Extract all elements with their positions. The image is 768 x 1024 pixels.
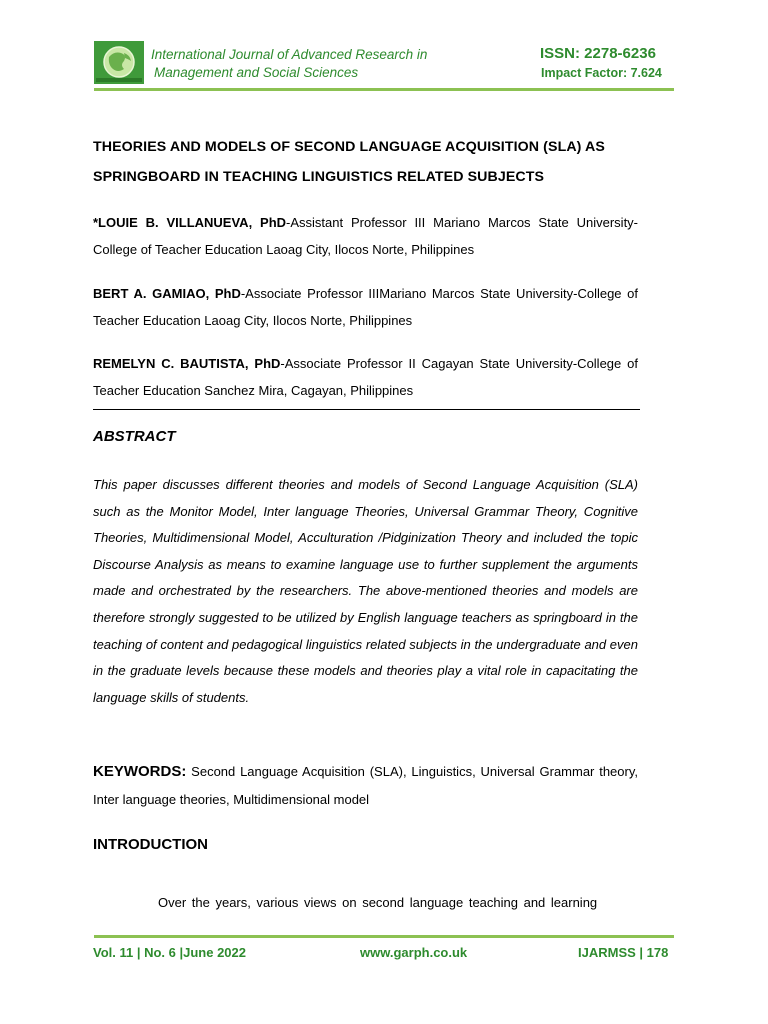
footer-divider	[94, 935, 674, 938]
impact-factor: Impact Factor: 7.624	[541, 66, 662, 80]
issn: ISSN: 2278-6236	[540, 45, 656, 62]
author-2	[93, 281, 638, 334]
abstract-heading: ABSTRACT	[93, 428, 176, 445]
footer-volume: Vol. 11 | No. 6 |June 2022	[93, 945, 246, 960]
author-3-affiliation: -Associate Professor II Cagayan State University-College of Teacher Education Sanchez Mira, Cagayan, Philippines	[93, 356, 638, 398]
abstract-text: This paper discusses different theories and models of Second Language Acquisition (SLA) such as the Monitor Model, Inter language Theories, Universal Grammar Theory, Cognitive Theories, Multidimensional Model, Acculturation /Pidginization Theory and included the topic Discourse Analysis as means to examine language use to further supplement the arguments made and orchestrated by the researchers. The above-mentioned theories and models are therefore strongly suggested to be utilized by English language teachers as springboard in the teaching of content and pedagogical linguistics related subjects in the undergraduate and even in the graduate levels because these models and theories play a vital role in capacitating the language skills of students.	[93, 477, 638, 705]
footer-website-link[interactable]: www.garph.co.uk	[360, 945, 468, 960]
author-2-affiliation: -Associate Professor IIIMariano Marcos State University-College of Teacher Education Laoag City, Ilocos Norte, Philippines	[93, 286, 639, 328]
introduction-text: Over the years, various views on second language teaching and learning	[158, 895, 598, 910]
author-1	[93, 210, 638, 263]
author-1-affiliation: -Assistant Professor III Mariano Marcos State University-College of Teacher Education Laoag City, Ilocos Norte, Philippines	[93, 215, 639, 257]
author-3	[93, 351, 638, 404]
footer-page-number: IJARMSS | 178	[578, 945, 669, 960]
author-1-name: *LOUIE B. VILLANUEVA, PhD	[93, 215, 287, 230]
paper-title: THEORIES AND MODELS OF SECOND LANGUAGE ACQUISITION (SLA) AS SPRINGBOARD IN TEACHING LINGUISTICS RELATED SUBJECTS	[93, 139, 605, 185]
keywords	[93, 758, 638, 814]
keywords-label: KEYWORDS:	[93, 763, 187, 780]
journal-logo-icon	[94, 41, 144, 84]
header-divider	[94, 88, 674, 91]
keywords-text: Second Language Acquisition (SLA), Linguistics, Universal Grammar theory, Inter language theories, Multidimensional model	[93, 764, 638, 807]
author-3-name: REMELYN C. BAUTISTA, PhD	[93, 356, 281, 371]
journal-name-line1: International Journal of Advanced Research in	[151, 47, 428, 62]
introduction-heading: INTRODUCTION	[93, 836, 208, 853]
author-2-name: BERT A. GAMIAO, PhD	[93, 286, 241, 301]
journal-name	[151, 46, 427, 82]
journal-name-line2: Management and Social Sciences	[154, 65, 359, 80]
authors-divider	[93, 409, 640, 410]
